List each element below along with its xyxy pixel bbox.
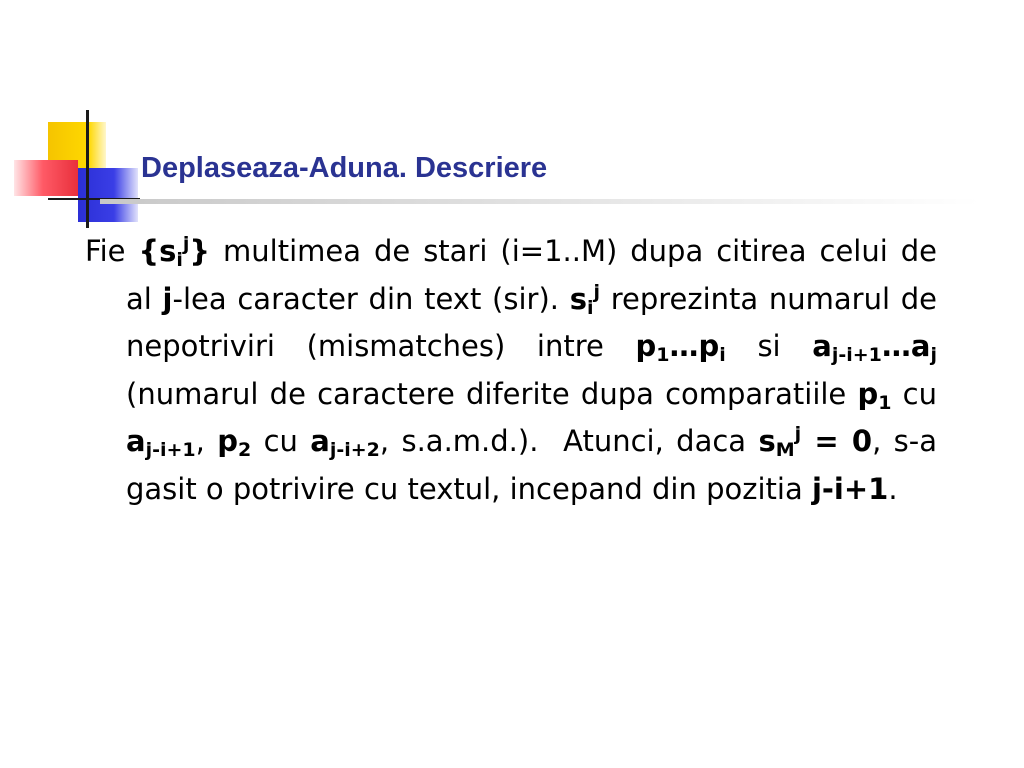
text-si: si (725, 329, 813, 363)
text-cu-2: cu (251, 424, 311, 458)
text-comma: , (195, 424, 218, 458)
var-ellipsis-p: …p (669, 329, 720, 363)
slide-body (85, 228, 937, 513)
text-period: . (888, 471, 898, 506)
sub-j: j (930, 344, 937, 366)
var-a-3: a (310, 424, 330, 458)
var-p: p (635, 329, 657, 363)
var-a: a (812, 329, 832, 363)
var-p-3: p (217, 424, 238, 458)
sub-i: i (176, 249, 183, 271)
sub-1: 1 (656, 344, 670, 366)
text-fie: Fie (85, 234, 139, 268)
equals-zero: = 0 (801, 424, 873, 458)
definition-paragraph (85, 228, 937, 513)
var-ellipsis-a: …a (881, 329, 931, 363)
sub-2: 2 (237, 439, 252, 461)
set-close: } (189, 234, 211, 268)
text-represents: reprezinta numarul de nepotriviri (mismatches) intre (126, 281, 938, 363)
logo-red-bar (14, 160, 78, 196)
position-expression: j-i+1 (811, 471, 889, 506)
sub-j-i-1: j-i+1 (831, 344, 882, 366)
sup-j-3: j (794, 423, 802, 445)
text-then: , s.a.m.d.). Atunci, daca (379, 424, 759, 458)
title-underline (100, 199, 980, 204)
sub-i-3: i (719, 344, 726, 366)
sup-j-2: j (593, 280, 601, 303)
sub-m: M (775, 439, 795, 461)
text-comparisons: (numarul de caractere diferite dupa comparatiile (126, 376, 858, 411)
var-a-2: a (126, 424, 146, 458)
logo-vertical-line (86, 110, 89, 228)
text-states: multimea de stari (i=1..M) dupa citirea celui de al (126, 234, 937, 316)
var-s: s (569, 281, 587, 316)
var-p-2: p (857, 376, 879, 411)
text-character: -lea caracter din text (sir). (172, 281, 570, 316)
text-match: , s-a gasit o potrivire cu textul, incepand din pozitia (126, 424, 938, 506)
var-s-2: s (758, 424, 776, 458)
sub-1-2: 1 (878, 391, 892, 414)
sup-j: j (182, 233, 190, 255)
sub-i-2: i (586, 296, 594, 319)
set-open: {s (138, 234, 177, 268)
slide-title: Deplaseaza-Aduna. Descriere (141, 152, 548, 184)
var-j: j (162, 281, 173, 316)
sub-j-i-2: j-i+2 (329, 439, 380, 461)
sub-j-i-1-2: j-i+1 (145, 439, 196, 461)
text-cu: cu (891, 376, 938, 411)
